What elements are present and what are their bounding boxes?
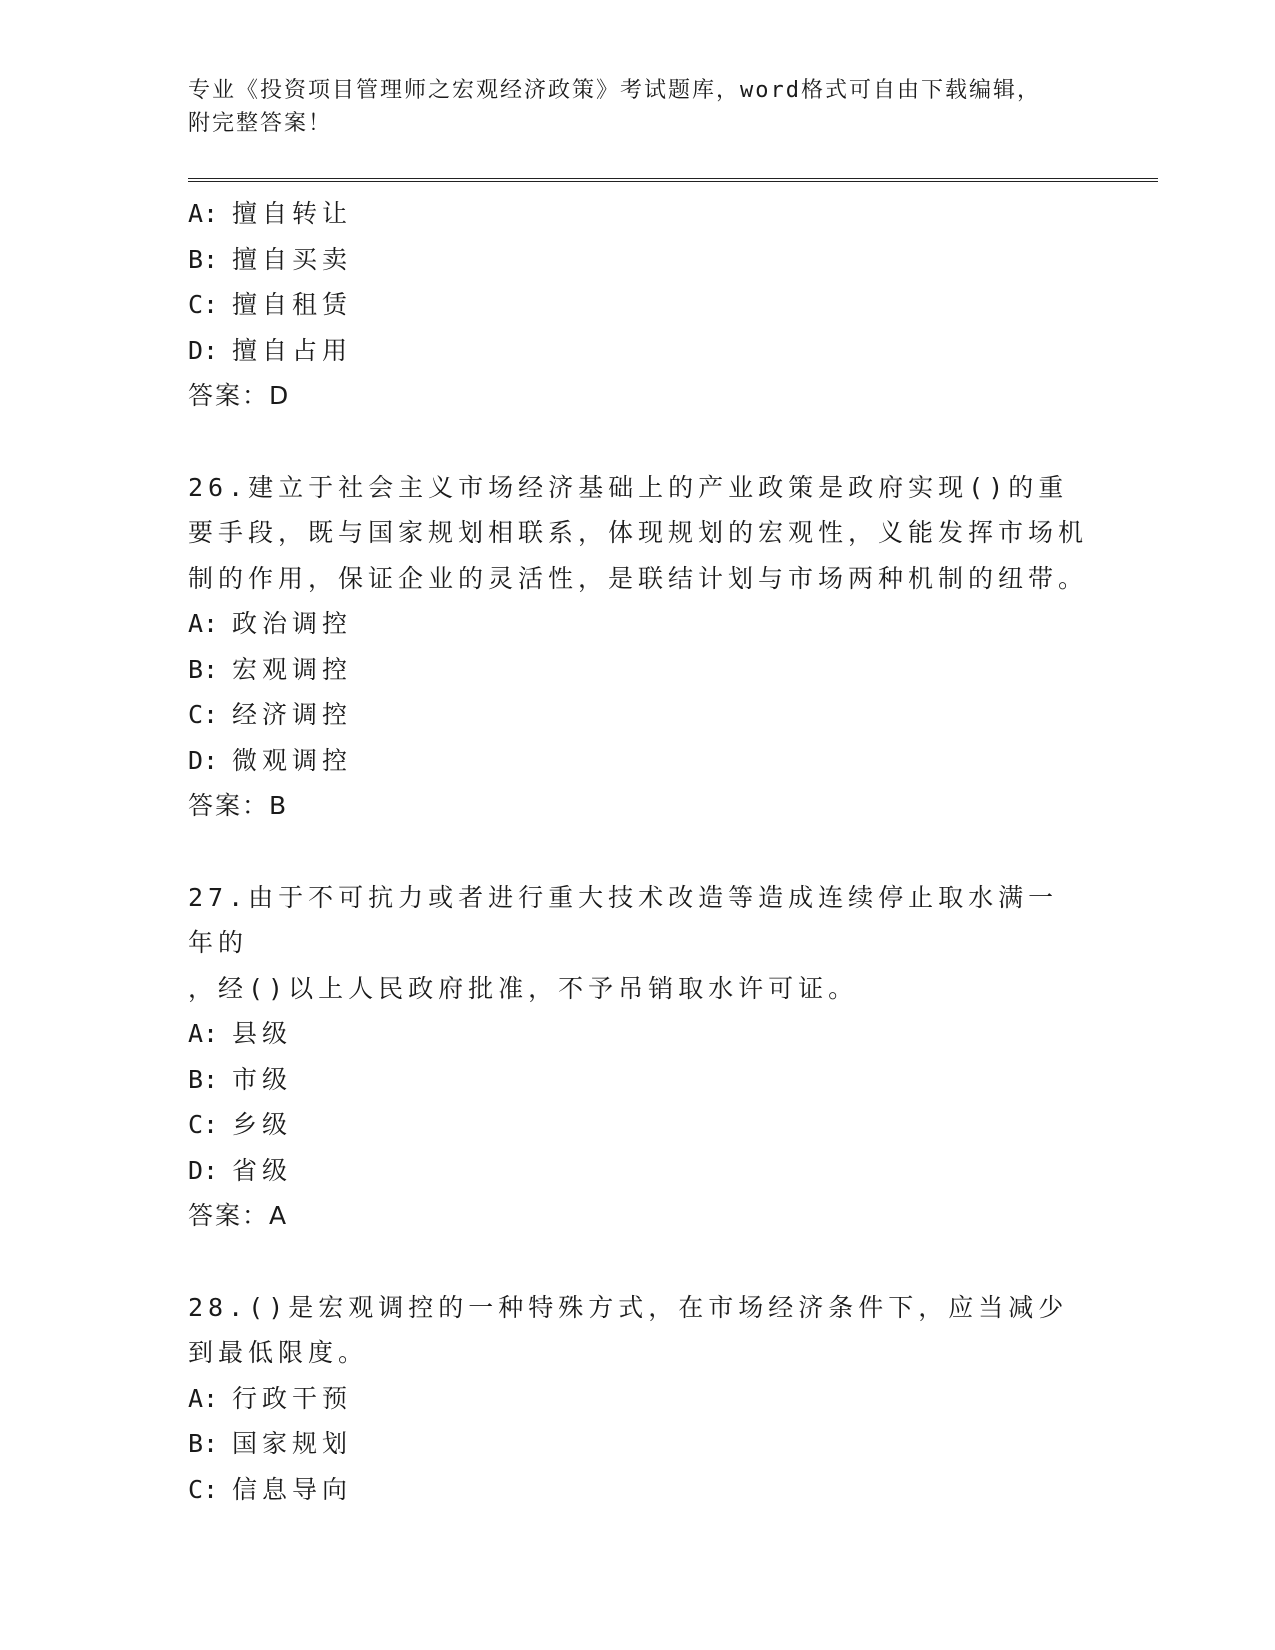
option-c: C: 乡级 xyxy=(188,1110,293,1139)
option-d: D: 省级 xyxy=(188,1155,293,1185)
header-line-2: 附完整答案！ xyxy=(188,111,333,136)
option-a: A: 擅自转让 xyxy=(188,199,353,228)
option-a: A: 行政干预 xyxy=(188,1383,353,1413)
answer-line: 答案：D xyxy=(188,381,291,410)
option-d: D: 擅自占用 xyxy=(188,335,353,365)
question-26 xyxy=(188,465,1088,829)
header-line-1: 专业《投资项目管理师之宏观经济政策》考试题库，word格式可自由下载编辑， xyxy=(188,78,1041,103)
option-a: A: 县级 xyxy=(188,1019,293,1048)
question-28 xyxy=(188,1285,1088,1513)
question-stem: 28.()是宏观调控的一种特殊方式，在市场经济条件下，应当减少到最低限度。 xyxy=(188,1292,1069,1367)
document-header xyxy=(188,74,1088,140)
question-stem: 26.建立于社会主义市场经济基础上的产业政策是政府实现()的重要手段，既与国家规划相联系，体现规划的宏观性，义能发挥市场机制的作用，保证企业的灵活性，是联结计划与市场两种机制的纽带。 xyxy=(188,472,1089,593)
option-c: C: 信息导向 xyxy=(188,1474,353,1504)
option-c: C: 擅自租赁 xyxy=(188,290,353,319)
question-stem xyxy=(188,875,1088,1012)
option-c: C: 经济调控 xyxy=(188,700,353,729)
header-double-rule xyxy=(188,178,1158,182)
question-stem-line-2: ，经()以上人民政府批准，不予吊销取水许可证。 xyxy=(188,973,859,1003)
question-27 xyxy=(188,875,1088,1239)
question-25 xyxy=(188,191,1088,419)
option-b: B: 擅自买卖 xyxy=(188,244,353,274)
option-a: A: 政治调控 xyxy=(188,609,353,638)
question-list xyxy=(188,191,1088,1558)
answer-line: 答案：A xyxy=(188,1201,289,1230)
question-stem-line-1: 27.由于不可抗力或者进行重大技术改造等造成连续停止取水满一年的 xyxy=(188,882,1059,957)
option-b: B: 国家规划 xyxy=(188,1429,353,1458)
option-b: B: 市级 xyxy=(188,1064,293,1094)
answer-line: 答案：B xyxy=(188,791,289,820)
option-b: B: 宏观调控 xyxy=(188,654,353,684)
option-d: D: 微观调控 xyxy=(188,745,353,775)
